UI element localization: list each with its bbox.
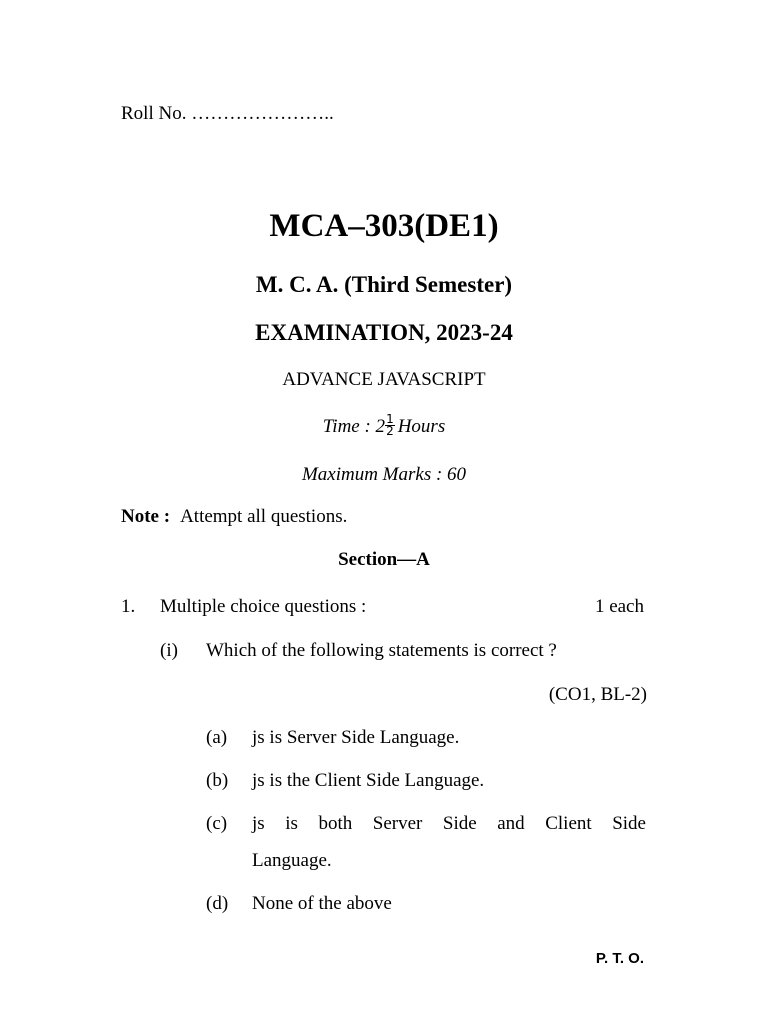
maximum-marks: Maximum Marks : 60: [301, 464, 467, 485]
question-number: 1.: [121, 596, 136, 617]
option-text-c-line1: js is both Server Side and Client Side: [252, 813, 646, 834]
subquestion-text: Which of the following statements is correct ?: [206, 640, 557, 661]
option-text-a: js is Server Side Language.: [252, 727, 460, 748]
subject-title: ADVANCE JAVASCRIPT: [282, 369, 486, 390]
roll-number-line: Roll No. …………………..: [121, 103, 334, 124]
time-suffix: Hours: [397, 416, 446, 437]
please-turn-over: P. T. O.: [595, 950, 644, 967]
note-line: [121, 506, 347, 528]
paper-code: MCA–303(DE1): [269, 208, 499, 244]
question-text: Multiple choice questions :: [160, 596, 367, 617]
fraction-numerator: 1: [386, 412, 394, 427]
time-fraction: [385, 414, 395, 437]
exam-title: EXAMINATION, 2023-24: [255, 320, 513, 345]
option-label-c: (c): [206, 813, 228, 834]
option-label-b: (b): [206, 770, 229, 791]
time-prefix: Time : 2: [322, 416, 386, 437]
option-label-a: (a): [206, 727, 228, 748]
fraction-denominator: 2: [386, 424, 394, 439]
time-line: [0, 412, 768, 439]
option-text-c-line2: Language.: [252, 850, 332, 871]
subquestion-number: (i): [160, 640, 178, 661]
option-label-d: (d): [206, 893, 229, 914]
option-text-b: js is the Client Side Language.: [252, 770, 485, 791]
note-text: Attempt all questions.: [180, 506, 348, 527]
question-marks: 1 each: [594, 596, 644, 617]
option-text-d: None of the above: [252, 893, 392, 914]
note-label: Note :: [121, 506, 171, 527]
section-heading: Section—A: [338, 549, 430, 570]
program-title: M. C. A. (Third Semester): [255, 272, 513, 297]
course-outcome-tag: (CO1, BL-2): [548, 684, 647, 705]
